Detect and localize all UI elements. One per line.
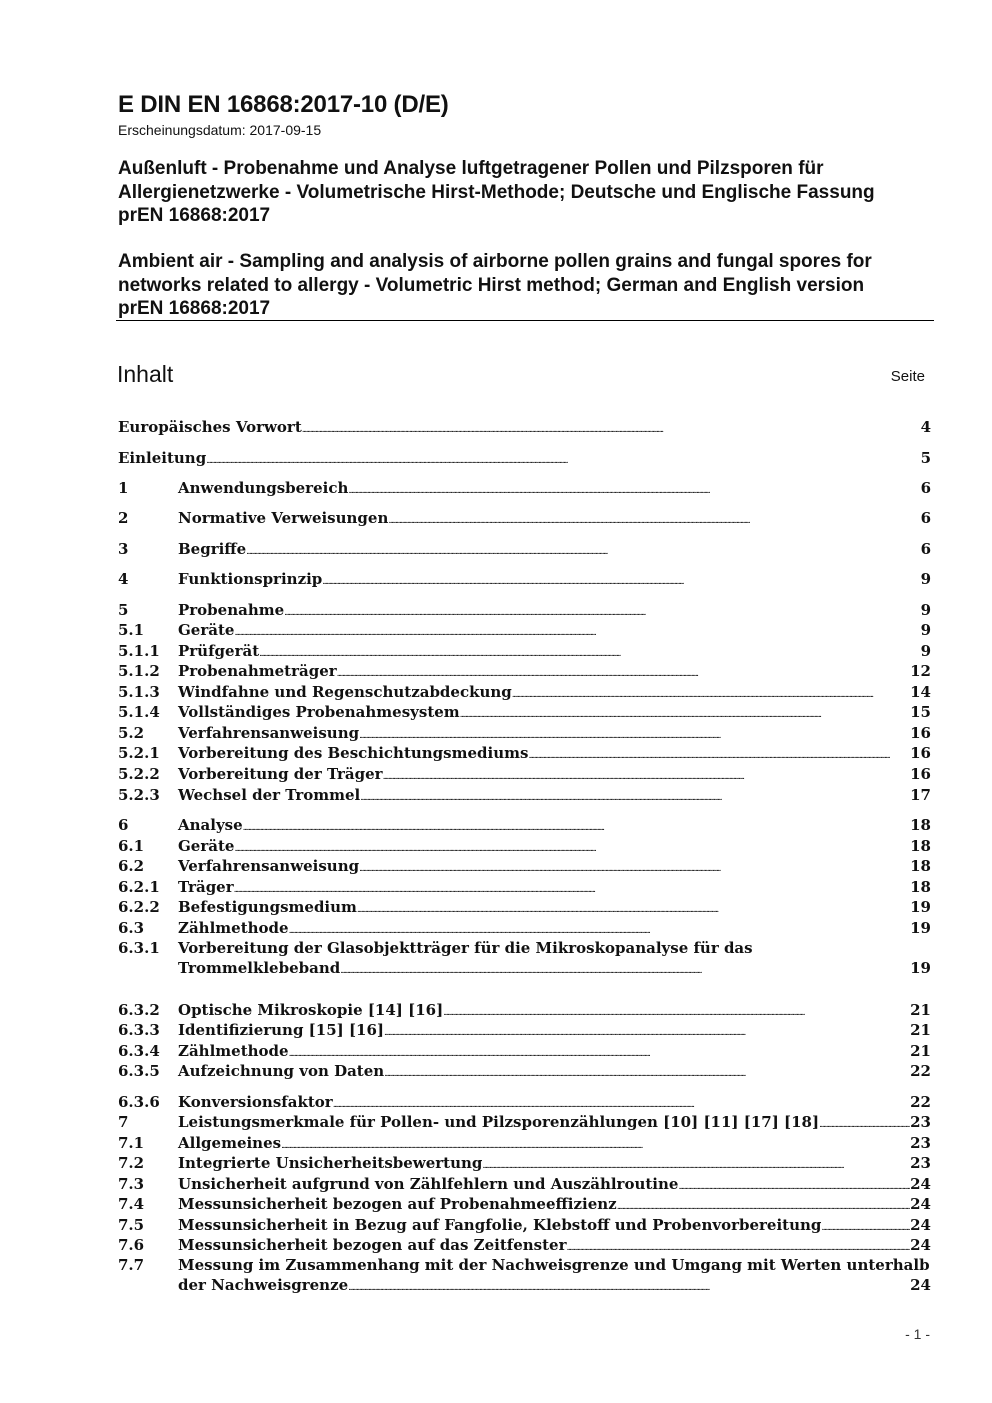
toc-entry-number: 2: [118, 509, 129, 527]
toc-entry-page: 24: [910, 1175, 931, 1193]
toc-entry-page: 19: [910, 919, 931, 937]
toc-leader-dots: [528, 746, 910, 766]
toc-entry-title: Vollständiges Probenahmesystem: [178, 703, 460, 721]
toc-entry[interactable]: [118, 1255, 931, 1295]
toc-entry-title: Integrierte Unsicherheitsbewertung: [178, 1154, 483, 1172]
document-id: E DIN EN 16868:2017-10 (D/E): [118, 91, 449, 118]
toc-entry[interactable]: [118, 856, 931, 876]
toc-entry-body: [178, 815, 931, 838]
toc-entry-page: 24: [910, 1236, 931, 1254]
toc-entry-title: Befestigungsmedium: [178, 898, 357, 916]
toc-entry[interactable]: [118, 1020, 931, 1040]
toc-entry-title: Verfahrensanweisung: [178, 857, 360, 875]
toc-entry-page: 9: [920, 621, 931, 639]
toc-entry-number: 6.2: [118, 857, 145, 875]
toc-leader-dots: [819, 1115, 910, 1135]
toc-entry[interactable]: [118, 1235, 931, 1255]
toc-entry-title: Wechsel der Trommel: [178, 786, 361, 804]
page-number: - 1 -: [905, 1326, 930, 1342]
toc-entry-number: 6.3.6: [118, 1093, 160, 1111]
toc-entry[interactable]: [118, 877, 931, 897]
toc-entry-title: Normative Verweisungen: [178, 509, 389, 527]
toc-entry-body: [178, 743, 931, 766]
toc-entry[interactable]: [118, 682, 931, 702]
toc-entry[interactable]: [118, 938, 931, 978]
toc-entry-number: 7.6: [118, 1236, 145, 1254]
toc-entry-page: 5: [920, 449, 931, 467]
toc-entry[interactable]: [118, 1174, 931, 1194]
toc-leader-dots: [348, 481, 920, 501]
toc-entry-number: 5.2.2: [118, 765, 160, 783]
toc-entry-page: 23: [910, 1154, 931, 1172]
toc-entry-page: 15: [910, 703, 931, 721]
toc-entry-number: 6.2.1: [118, 878, 160, 896]
toc-leader-dots: [460, 705, 910, 725]
toc-entry-body: [178, 1112, 931, 1135]
toc-entry[interactable]: [118, 539, 931, 559]
toc-entry[interactable]: [118, 1153, 931, 1173]
toc-entry[interactable]: [118, 702, 931, 722]
toc-entry-number: 6.3.2: [118, 1001, 160, 1019]
toc-entry-title: Identifizierung [15] [16]: [178, 1021, 385, 1039]
toc-entry-number: 6.3: [118, 919, 145, 937]
toc-entry-title-continued: der Nachweisgrenze: [178, 1276, 349, 1294]
toc-entry-title: Allgemeines: [178, 1134, 282, 1152]
toc-entry-number: 6.3.3: [118, 1021, 160, 1039]
toc-entry-body: [178, 856, 931, 879]
toc-entry-number: 6.3.4: [118, 1042, 160, 1060]
toc-entry-number: 5.1.1: [118, 642, 160, 660]
toc-entry-title: Zählmethode: [178, 1042, 289, 1060]
toc-entry-number: 7.3: [118, 1175, 145, 1193]
toc-entry[interactable]: [118, 478, 931, 498]
toc-entry-body: [178, 785, 931, 808]
toc-entry-body: [178, 620, 931, 643]
header-divider: [116, 320, 934, 321]
toc-entry-page: 16: [910, 765, 931, 783]
toc-entry[interactable]: [118, 723, 931, 743]
toc-entry-body: [178, 478, 931, 501]
toc-leader-dots: [388, 511, 920, 531]
toc-entry-title: Verfahrensanweisung: [178, 724, 360, 742]
toc-leader-dots: [340, 961, 910, 981]
toc-entry-page: 6: [920, 540, 931, 558]
title-german-line: Allergienetzwerke - Volumetrische Hirst-Methode; Deutsche und Englische Fassung: [118, 181, 875, 203]
toc-leader-dots: [357, 900, 910, 920]
toc-entry-page: 18: [910, 878, 931, 896]
toc-entry-page: 9: [920, 642, 931, 660]
toc-entry-number: 5.2.3: [118, 786, 160, 804]
toc-leader-dots: [206, 451, 920, 471]
toc-entry-title-continued: Trommelklebeband: [178, 959, 341, 977]
toc-entry[interactable]: [118, 785, 931, 805]
toc-entry-number: 5.1.3: [118, 683, 160, 701]
toc-entry[interactable]: [118, 417, 931, 437]
toc-leader-dots: [617, 1197, 910, 1217]
toc-entry-number: 7.5: [118, 1216, 145, 1234]
toc-entry[interactable]: [118, 1194, 931, 1214]
toc-entry-title: Vorbereitung der Träger: [178, 765, 383, 783]
toc-entry[interactable]: [118, 600, 931, 620]
toc-leader-dots: [482, 1156, 910, 1176]
toc-entry-page: 18: [910, 857, 931, 875]
toc-entry-page: 19: [910, 898, 931, 916]
title-german: [118, 157, 933, 228]
title-german-line: prEN 16868:2017: [118, 205, 271, 226]
toc-entry-title: Funktionsprinzip: [178, 570, 323, 588]
toc-entry-page: 6: [920, 479, 931, 497]
toc-entry-title: Optische Mikroskopie [14] [16]: [178, 1001, 444, 1019]
toc-entry-number: 7.1: [118, 1134, 145, 1152]
toc-entry-body: [178, 897, 931, 920]
toc-entry-number: 5: [118, 601, 129, 619]
toc-entry-page: 23: [910, 1134, 931, 1152]
toc-entry-page: 12: [910, 662, 931, 680]
toc-entry[interactable]: [118, 1112, 931, 1132]
toc-leader-dots: [246, 542, 920, 562]
toc-entry-page: 4: [920, 418, 931, 436]
toc-entry-title: Probenahmeträger: [178, 662, 337, 680]
toc-entry-title: Analyse: [178, 816, 243, 834]
toc-entry[interactable]: [118, 661, 931, 681]
toc-entry-title: Prüfgerät: [178, 642, 260, 660]
toc-entry-title: Einleitung: [118, 449, 207, 467]
toc-entry-page: 21: [910, 1001, 931, 1019]
toc-leader-dots: [302, 420, 921, 440]
toc-entry-page: 24: [910, 1216, 931, 1234]
toc-entry-number: 6.2.2: [118, 898, 160, 916]
toc-entry-title: Messunsicherheit bezogen auf Probenahmeeffizienz: [178, 1195, 617, 1213]
toc-entry-body: [178, 1153, 931, 1176]
toc-entry[interactable]: [118, 620, 931, 640]
toc-entry[interactable]: [118, 1215, 931, 1235]
toc-entry-number: 5.1.2: [118, 662, 160, 680]
toc-entry[interactable]: [118, 1133, 931, 1153]
toc-entry-title: Messunsicherheit bezogen auf das Zeitfenster: [178, 1236, 567, 1254]
toc-entry-page: 22: [910, 1093, 931, 1111]
toc-entry-page: 16: [910, 744, 931, 762]
toc-entry-number: 3: [118, 540, 129, 558]
toc-entry-title: Anwendungsbereich: [178, 479, 349, 497]
toc-leader-dots: [243, 818, 910, 838]
toc-entry-page: 9: [920, 570, 931, 588]
toc-entry-body: [178, 702, 931, 725]
title-english-line: prEN 16868:2017: [118, 298, 271, 319]
toc-entry[interactable]: [118, 764, 931, 784]
toc-entry[interactable]: [118, 1000, 931, 1020]
toc-entry-body: [178, 539, 931, 562]
toc-entry[interactable]: [118, 836, 931, 856]
toc-entry-title: Vorbereitung des Beschichtungsmediums: [178, 744, 529, 762]
toc-entry-number: 5.2.1: [118, 744, 160, 762]
title-english-line: Ambient air - Sampling and analysis of airborne pollen grains and fungal spores for: [118, 251, 872, 272]
toc-entry-title: Windfahne und Regenschutzabdeckung: [178, 683, 512, 701]
toc-leader-dots: [384, 1023, 910, 1043]
toc-page-label: Seite: [890, 368, 925, 385]
toc-entry-title: Messunsicherheit in Bezug auf Fangfolie, Klebstoff und Probenvorbereitung: [178, 1216, 822, 1234]
toc-entry-page: 18: [910, 816, 931, 834]
toc-entry-number: 4: [118, 570, 129, 588]
toc-entry-page: 6: [920, 509, 931, 527]
toc-entry-number: 6.3.1: [118, 939, 160, 957]
toc-entry[interactable]: [118, 918, 931, 938]
publication-date: Erscheinungsdatum: 2017-09-15: [118, 122, 322, 138]
toc-entry-body: [118, 448, 931, 471]
toc-entry[interactable]: [118, 897, 931, 917]
toc-entry-number: 7.2: [118, 1154, 145, 1172]
toc-entry-title: Geräte: [178, 837, 235, 855]
toc-entry-body: [178, 569, 931, 592]
toc-entry-number: 5.2: [118, 724, 145, 742]
toc-entry-body: [178, 1275, 931, 1298]
toc-entry[interactable]: [118, 1041, 931, 1061]
toc-leader-dots: [234, 623, 920, 643]
toc-entry-body: [178, 661, 931, 684]
toc-entry-title: Konversionsfaktor: [178, 1093, 333, 1111]
toc-entry[interactable]: [118, 815, 931, 835]
toc-leader-dots: [384, 1064, 910, 1084]
toc-leader-dots: [360, 788, 910, 808]
toc-entry[interactable]: [118, 1092, 931, 1112]
toc-entry-title: Probenahme: [178, 601, 285, 619]
toc-leader-dots: [337, 664, 910, 684]
toc-entry-page: 14: [910, 683, 931, 701]
toc-entry-title: Unsicherheit aufgrund von Zählfehlern und Auszählroutine: [178, 1175, 679, 1193]
toc-entry[interactable]: [118, 448, 931, 468]
toc-entry[interactable]: [118, 569, 931, 589]
toc-entry-number: 6: [118, 816, 129, 834]
toc-entry-page: 19: [910, 959, 931, 977]
toc-entry-title: Geräte: [178, 621, 235, 639]
toc-entry-body: [178, 958, 931, 981]
toc-entry-title: Aufzeichnung von Daten: [178, 1062, 385, 1080]
toc-entry-page: 21: [910, 1042, 931, 1060]
toc-entry-body: [178, 764, 931, 787]
toc-entry-body: [178, 508, 931, 531]
toc-entry-page: 24: [910, 1195, 931, 1213]
toc-leader-dots: [348, 1278, 910, 1298]
toc-entry-number: 7.7: [118, 1256, 145, 1274]
title-english: [118, 250, 933, 321]
toc-entry[interactable]: [118, 641, 931, 661]
toc-entry-page: 9: [920, 601, 931, 619]
toc-entry-page: 18: [910, 837, 931, 855]
toc-heading: Inhalt: [117, 361, 174, 387]
toc-entry-title: Europäisches Vorwort: [118, 418, 302, 436]
toc-entry[interactable]: [118, 1061, 931, 1081]
toc-entry-body: [178, 1194, 931, 1217]
toc-entry-page: 22: [910, 1062, 931, 1080]
toc-entry-number: 7.4: [118, 1195, 145, 1213]
toc-leader-dots: [359, 859, 910, 879]
toc-entry-body: [178, 1020, 931, 1043]
toc-leader-dots: [322, 572, 920, 592]
toc-entry-title: Zählmethode: [178, 919, 289, 937]
title-english-line: networks related to allergy - Volumetric Hirst method; German and English version: [118, 274, 865, 296]
toc-entry-title: Begriffe: [178, 540, 247, 558]
toc-entry[interactable]: [118, 508, 931, 528]
toc-entry-number: 1: [118, 479, 129, 497]
toc-entry-body: [178, 1061, 931, 1084]
toc-entry-page: 17: [910, 786, 931, 804]
toc-entry-number: 5.1: [118, 621, 145, 639]
toc-entry-title: Leistungsmerkmale für Pollen- und Pilzsporenzählungen [10] [11] [17] [18]: [178, 1113, 820, 1131]
toc-entry-page: 21: [910, 1021, 931, 1039]
title-german-line: Außenluft - Probenahme und Analyse luftgetragener Pollen und Pilzsporen für: [118, 158, 824, 179]
toc-entry-page: 16: [910, 724, 931, 742]
toc-entry-title: Vorbereitung der Glasobjektträger für die Mikroskopanalyse für das: [178, 939, 753, 957]
toc-entry-body: [118, 417, 931, 440]
toc-entry-title: Träger: [178, 878, 234, 896]
toc-entry-number: 6.3.5: [118, 1062, 160, 1080]
toc-entry-number: 7: [118, 1113, 129, 1131]
toc-leader-dots: [383, 767, 911, 787]
toc-entry-number: 6.1: [118, 837, 145, 855]
toc-entry-page: 23: [910, 1113, 931, 1131]
toc-entry[interactable]: [118, 743, 931, 763]
toc-entry-number: 5.1.4: [118, 703, 160, 721]
toc-entry-page: 24: [910, 1276, 931, 1294]
toc-entry-title: Messung im Zusammenhang mit der Nachweisgrenze und Umgang mit Werten unterhalb: [178, 1256, 930, 1274]
